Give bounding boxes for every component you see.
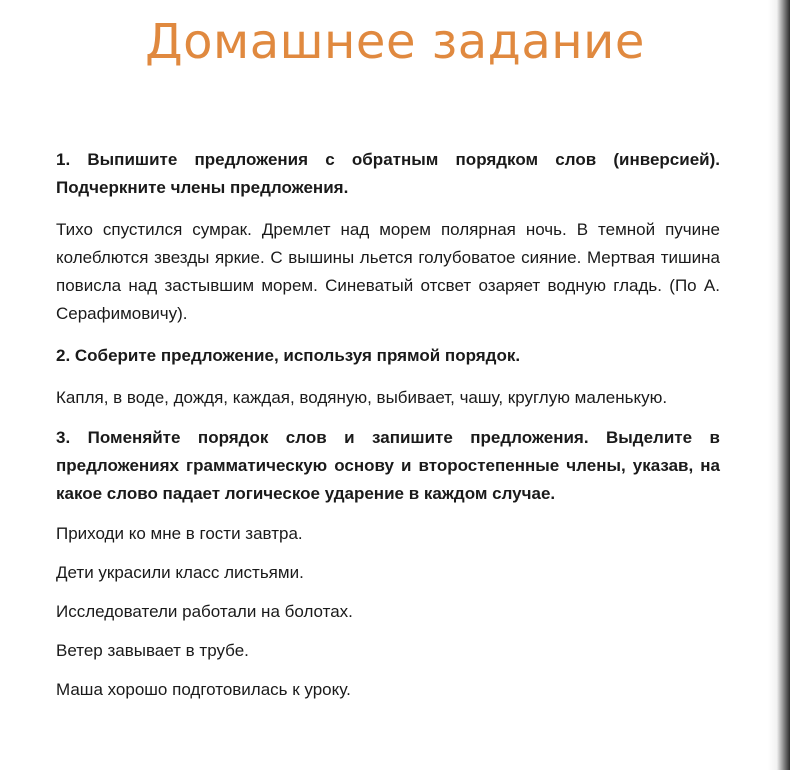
- task-1-text: Тихо спустился сумрак. Дремлет над морем полярная ночь. В темной пучине колеблются звезды яркие. С вышины льется голубоватое сияние. Мертвая тишина повисла над застывшим морем. Синеватый отсвет озаряет водную гладь. (По А. Серафимовичу).: [56, 220, 720, 323]
- document-content: [56, 146, 720, 715]
- page-edge-shadow: [768, 0, 790, 770]
- task-3-sentence: Ветер завывает в трубе.: [56, 641, 249, 660]
- task-2-text: Капля, в воде, дождя, каждая, водяную, выбивает, чашу, круглую маленькую.: [56, 388, 668, 407]
- page-title: Домашнее задание: [145, 14, 645, 70]
- task-3-heading: 3. Поменяйте порядок слов и запишите предложения. Выделите в предложениях грамматическую основу и второстепенные члены, указав, на какое слово падает логическое ударение в каждом случае.: [56, 428, 720, 503]
- task-2-heading: 2. Соберите предложение, используя прямой порядок.: [56, 346, 521, 365]
- task-3-sentence: Дети украсили класс листьями.: [56, 563, 304, 582]
- task-3-sentence: Исследователи работали на болотах.: [56, 602, 353, 621]
- task-3-sentence: Маша хорошо подготовилась к уроку.: [56, 680, 351, 699]
- task-1-heading: 1. Выпишите предложения с обратным порядком слов (инверсией). Подчеркните члены предложения.: [56, 150, 720, 197]
- task-3-sentence: Приходи ко мне в гости завтра.: [56, 524, 303, 543]
